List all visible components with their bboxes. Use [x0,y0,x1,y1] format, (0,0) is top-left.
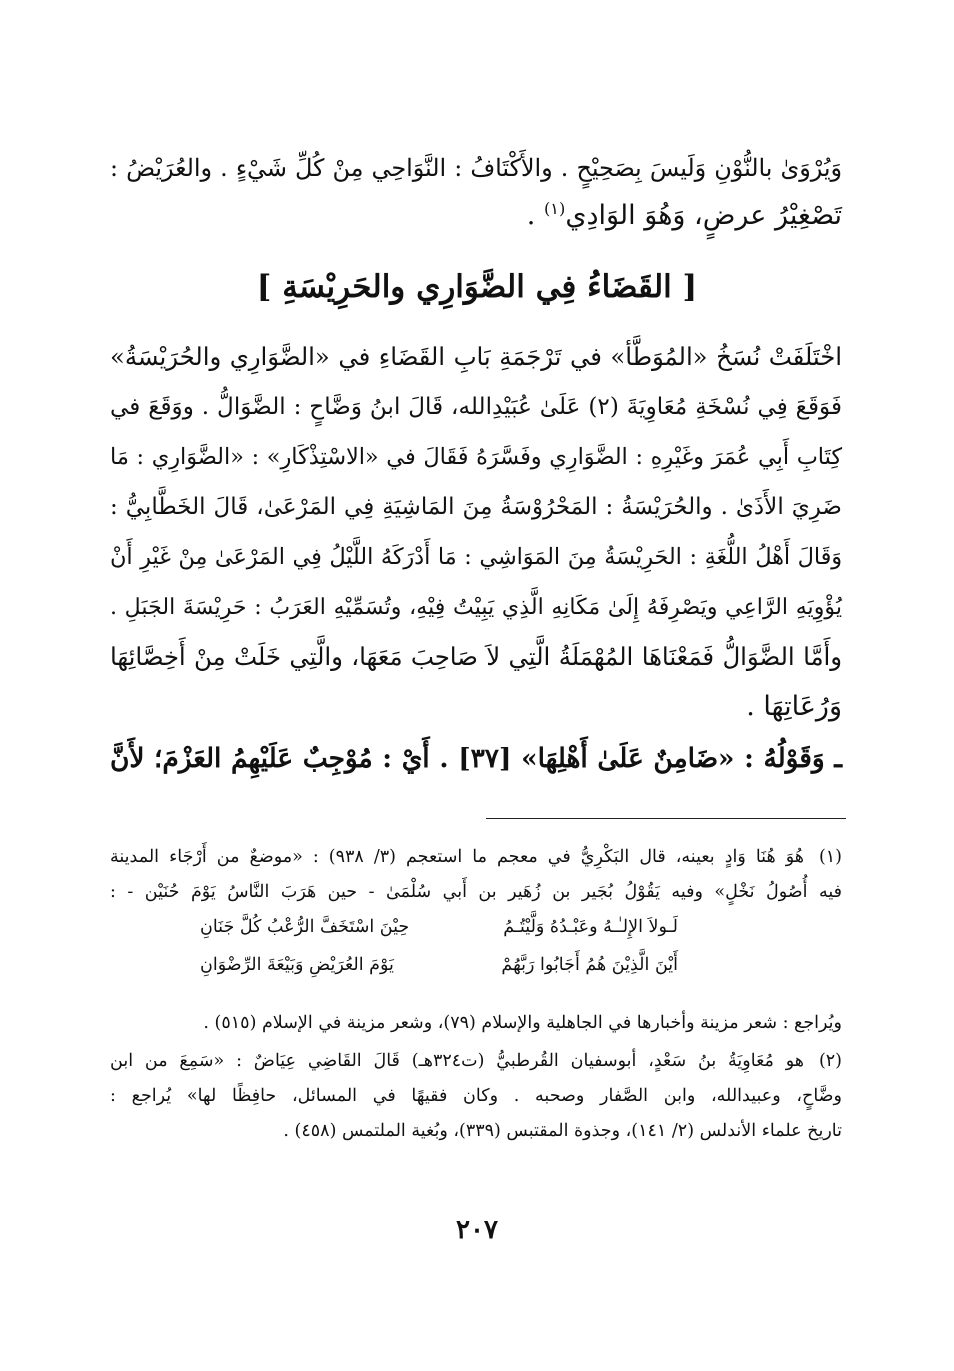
verse-2-right: أَيْنَ الَّذِيْنَ هُمُ أَجَابُوا رَبَّهُمْ [501,955,678,975]
paragraph-line-3: كِتَابِ أَبِي عُمَرَ وغَيْرِهِ : الضَّوَارِي وفَسَّرَهُ فَقَالَ في «الاسْتِذْكَارِ» : «الضَّوَارِي : مَا [110,444,842,470]
paragraph-line-7: وأَمَّا الضَّوَالُّ فَمَعْنَاهَا المُهْمَلَةُ الَّتِي لاَ صَاحِبَ مَعَهَا، والَّتِي خَلَتْ مِنْ أَخِصَّائِهَا [110,642,842,671]
quote-line: ـ وَقَوْلُهُ : «ضَامِنٌ عَلَىٰ أَهْلِهَا» [٣٧] . أَيْ : مُوْجِبٌ عَلَيْهِمُ العَزْمَ؛ لأَنَّ [110,743,842,774]
body-line-2-end: . [526,200,544,231]
footnote-2-number: (٢) [818,1051,842,1071]
footnote-separator [486,818,846,819]
footnote-2-line-3: تاريخ علماء الأندلس (٢/ ١٤١)، وجذوة المقتبس (٣٣٩)، وبُغية الملتمس (٤٥٨) . [283,1121,842,1141]
footnote-1-line-1: هُوَ هُنَا وَادٍ بعينه، قال البَكْرِيُّ في معجم ما استعجم (٣/ ٩٣٨) : «موضعٌ من أَرْجَاء المدينة [110,847,804,867]
page-number: ٢٠٧ [456,1215,498,1245]
paragraph-line-2: فَوَقَعَ فِي نُسْخَةِ مُعَاوِيَةَ (٢) عَلَىٰ عُبَيْدِالله، قَالَ ابنُ وَضَّاحٍ : الضَّوَالُّ . ووَقَعَ في [110,394,842,420]
verse-1-right: لَـولاَ الإِلـٰـهُ وعَبْـدُهُ وَلَّيْتُـمُ [503,917,678,937]
verse-2-left: يَوْمَ العُرَيْضِ وَبَيْعَةَ الرِّضْوَانِ [200,955,394,975]
footnote-ref-1: (١) [543,199,566,218]
footnote-2-line-1: هو مُعَاوِيَةُ بنُ سَعْدٍ، أبوسفيان القُرطبيُّ (ت٣٢٤هـ) قَالَ القَاضِي عِيَاضٌ : «سَمِعَ من ابن [110,1051,804,1071]
body-line-2-text: تَصْغِيْرُ عرضٍ، وَهُوَ الوَادِي [565,200,842,231]
footnote-2-line-2: وضَّاحٍ، وعبيدالله، وابن الصَّفار وصحبه . وكان فقيهًا في المسائل، حافِظًا لها» يُراجع : [110,1086,842,1106]
paragraph-line-6: يُؤْوِيَهِ الرَّاعِي ويَصْرِفَهُ إِلَىٰ مَكَانِهِ الَّذِي يَبِيْتُ فِيْهِ، وتُسَمِّيْهِ العَرَبُ : حَرِيْسَةَ الجَبَلِ . [110,594,842,620]
section-heading: [ القَضَاءُ فِي الضَّوَارِي والحَرِيْسَةِ ] [256,269,698,305]
paragraph-line-4: ضَرِيَ الأَذَىٰ . والحُرَيْسَةُ : المَحْرُوْسَةُ مِنَ المَاشِيَةِ فِي المَرْعَىٰ، قَالَ الخَطَّابِيُّ : [110,494,842,520]
footnote-1-line-2: فيه أُصُولُ نَخْلٍ» وفيه يَقُوْلُ بُجَير بن زُهَير بن أَبي سُلْمَىٰ - حين هَرَبَ النَّاسُ يَوْمَ حُنَيْن - : [110,882,842,902]
footnote-1-number: (١) [818,847,842,867]
paragraph-line-1: اخْتَلَفَتْ نُسَخُ «المُوَطَّأ» في تَرْجَمَةِ بَابِ القَضَاءِ في «الضَّوَارِي والحُرَيْسَةُ» [110,342,842,371]
body-line-2 [110,193,842,239]
verse-1-left: حِيْنَ اسْتَخَفَّ الرُّعْبُ كُلَّ جَنَانِ [200,917,410,937]
footnote-1-closing: ويُراجع : شعر مزينة وأخبارها في الجاهلية والإسلام (٧٩)، وشعر مزينة في الإسلام (٥١٥) . [203,1013,842,1033]
paragraph-line-8: وَرُعَاتِهَا . [746,691,842,722]
body-line-1: وَيُرْوَىٰ بالنُّوْنِ وَلَيسَ بِصَحِيْحٍ . والأَكْتَافُ : النَّوَاحِي مِنْ كُلِّ شَيْءٍ . والعُرَيْضُ : [110,154,842,182]
paragraph-line-5: وَقَالَ أَهْلُ اللُّغَةِ : الحَرِيْسَةُ مِنَ المَوَاشِي : مَا أَدْرَكَهُ اللَّيْلُ فِي المَرْعَىٰ مِنْ غَيْرِ أَنْ [110,544,842,570]
